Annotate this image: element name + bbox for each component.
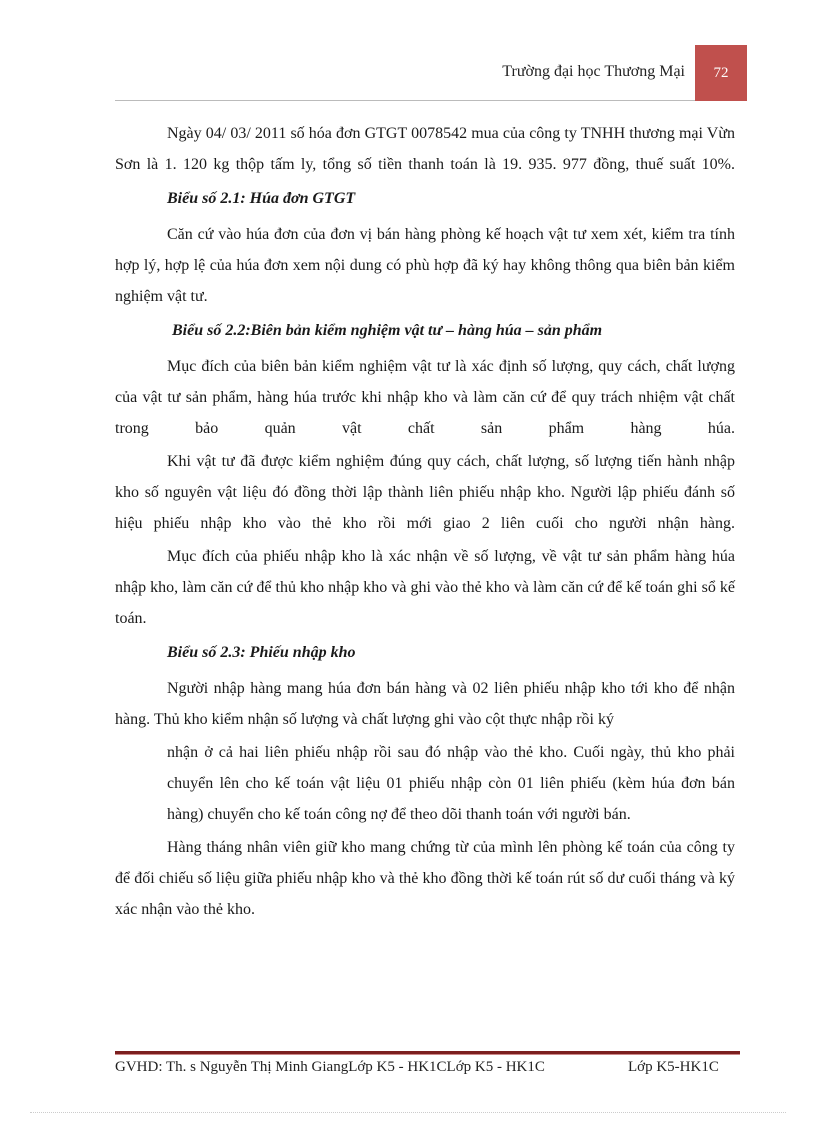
- footer-instructor: GVHD: Th. s Nguyễn Thị Minh GiangLớp K5 - HK1CLớp K5 - HK1C: [115, 1059, 545, 1075]
- paragraph-goods-receiving: Người nhập hàng mang húa đơn bán hàng và 02 liên phiếu nhập kho tới kho để nhận hàng. Thủ kho kiểm nhận số lượng và chất lượng ghi vào cột thực nhập rồi ký: [115, 680, 735, 728]
- heading-form-2-2: Biểu số 2.2:Biên bản kiểm nghiệm vật tư – hàng húa – sản phẩm: [172, 322, 603, 339]
- footer-rule: [115, 1051, 740, 1055]
- heading-form-2-1: Biểu số 2.1: Húa đơn GTGT: [167, 190, 356, 207]
- paragraph-inspection-purpose: Mục đích của biên bản kiểm nghiệm vật tư là xác định số lượng, quy cách, chất lượng của vật tư sản phẩm, hàng húa trước khi nhập kho và làm căn cứ để quy trách nhiệm vật chất trong bảo quản vật chất sản phẩm hàng húa.: [115, 358, 735, 437]
- paragraph-invoice-date: Ngày 04/ 03/ 2011 số hóa đơn GTGT 0078542 mua của công ty TNHH thương mại Vừn Sơn là 1. 120 kg thộp tấm ly, tổng số tiền thanh toán là 19. 935. 977 đồng, thuế suất 10%.: [115, 125, 735, 173]
- page-header-title: Trường đại học Thương Mại: [502, 63, 685, 80]
- paragraph-invoice-check: Căn cứ vào húa đơn của đơn vị bán hàng phòng kế hoạch vật tư xem xét, kiểm tra tính hợp lý, hợp lệ của húa đơn xem nội dung có phù hợp đã ký hay không thông qua biên bản kiểm nghiệm vật tư.: [115, 226, 735, 305]
- page-bottom-dotted-line: [30, 1112, 786, 1113]
- heading-form-2-3: Biểu số 2.3: Phiếu nhập kho: [167, 644, 356, 661]
- header-rule: [115, 100, 695, 101]
- footer-class: Lớp K5-HK1C: [628, 1059, 719, 1075]
- document-body: [115, 118, 735, 927]
- paragraph-monthly-reconcile: Hàng tháng nhân viên giữ kho mang chứng từ của mình lên phòng kế toán của công ty để đối chiếu số liệu giữa phiếu nhập kho và thẻ kho đồng thời kế toán rút số dư cuối tháng và ký xác nhận vào thẻ kho.: [115, 839, 735, 918]
- paragraph-warehouse-keeper: nhận ở cả hai liên phiếu nhập rồi sau đó nhập vào thẻ kho. Cuối ngày, thủ kho phải chuyển lên cho kế toán vật liệu 01 phiếu nhập còn 01 liên phiếu (kèm húa đơn bán hàng) chuyển cho kế toán công nợ để theo dõi thanh toán với người bán.: [167, 744, 735, 823]
- page-number-badge: 72: [695, 45, 747, 101]
- paragraph-receipt-purpose: Mục đích của phiếu nhập kho là xác nhận về số lượng, về vật tư sản phẩm hàng húa nhập kho, làm căn cứ để thủ kho nhập kho và ghi vào thẻ kho và làm căn cứ để kế toán ghi sổ kế toán.: [115, 548, 735, 627]
- paragraph-warehouse-entry: Khi vật tư đã được kiểm nghiệm đúng quy cách, chất lượng, số lượng tiến hành nhập kho số nguyên vật liệu đó đồng thời lập thành liên phiếu nhập kho. Người lập phiếu đánh số hiệu phiếu nhập kho vào thẻ kho rồi mới giao 2 liên cuối cho người nhận hàng.: [115, 453, 735, 532]
